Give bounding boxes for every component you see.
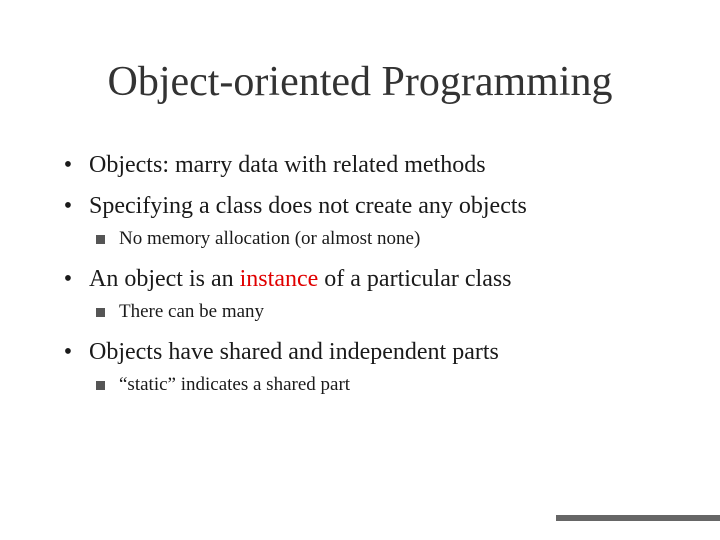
bullet-dot-icon: • xyxy=(63,266,73,292)
bullet-list xyxy=(58,150,698,410)
sub-bullet-text: “static” indicates a shared part xyxy=(119,374,351,395)
slide-title: Object-oriented Programming xyxy=(107,59,613,105)
highlighted-term: instance xyxy=(239,266,319,292)
bullet-text: Specifying a class does not create any objects xyxy=(89,193,527,219)
bullet-item xyxy=(58,191,698,221)
bullet-item xyxy=(58,337,698,367)
sub-bullet-text: There can be many xyxy=(119,301,265,322)
sub-bullet-item xyxy=(58,227,698,251)
footer-decoration-bar xyxy=(556,515,720,521)
bullet-text-after: of a particular class xyxy=(318,266,512,292)
bullet-item xyxy=(58,150,698,180)
bullet-item xyxy=(58,264,698,294)
bullet-dot-icon: • xyxy=(63,339,73,365)
sub-bullet-text: No memory allocation (or almost none) xyxy=(119,228,421,249)
bullet-dot-icon: • xyxy=(63,152,73,178)
square-bullet-icon xyxy=(96,235,105,244)
square-bullet-icon xyxy=(96,308,105,317)
sub-bullet-item xyxy=(58,300,698,324)
bullet-text: Objects have shared and independent parts xyxy=(89,339,499,365)
square-bullet-icon xyxy=(96,381,105,390)
sub-bullet-item xyxy=(58,373,698,397)
bullet-text-before: An object is an xyxy=(89,266,240,292)
bullet-dot-icon: • xyxy=(63,193,73,219)
bullet-text: Objects: marry data with related methods xyxy=(89,152,486,178)
